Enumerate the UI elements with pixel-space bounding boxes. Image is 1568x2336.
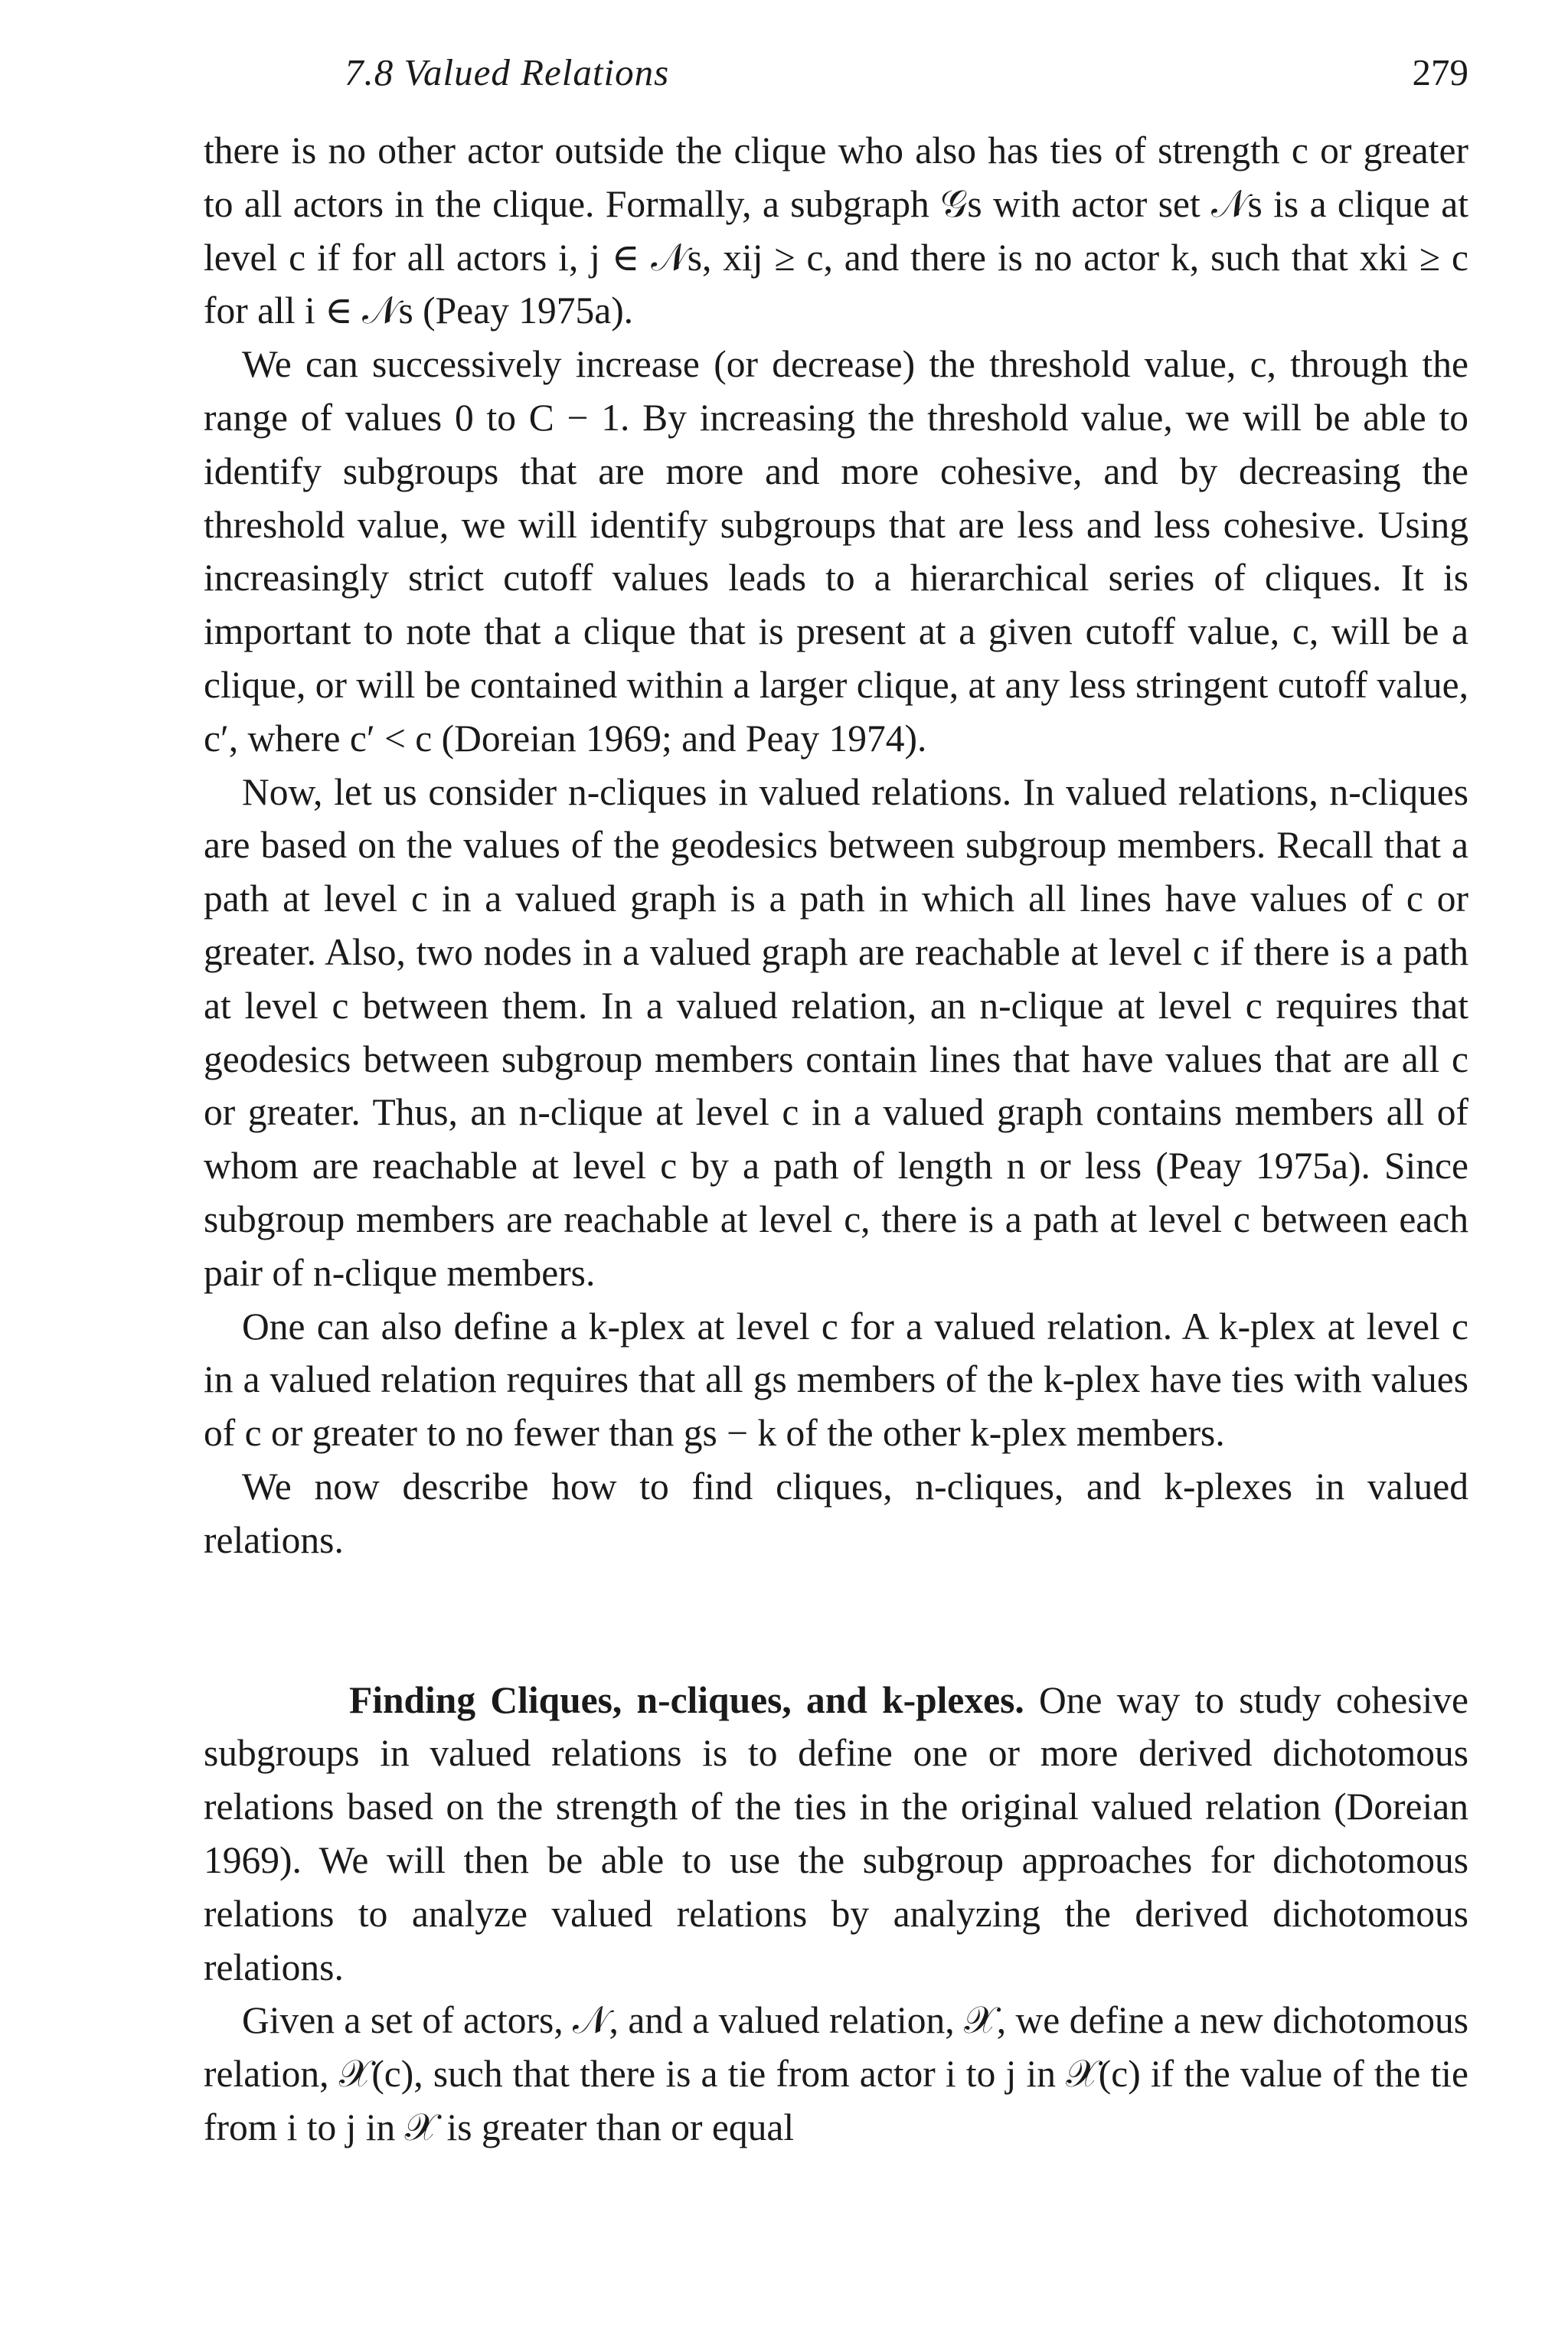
paragraph: there is no other actor outside the clique who also has ties of strength c or greater to all actors in the clique. Formally, a subgraph 𝒢s with actor set 𝒩s is a clique at level c if for all actors i, j ∈ 𝒩s, xij ≥ c, and there is no actor k, such that xki ≥ c for all i ∈ 𝒩s (Peay 1975a). (204, 129, 1468, 332)
section-paragraph (204, 1674, 1468, 1995)
section-text: One way to study cohesive subgroups in valued relations is to define one or more derived dichotomous relations based on the strength of the ties in the original valued relation (Doreian 1969). We will then be able to use the subgroup approaches for dichotomous relations to analyze valued relations by analyzing the derived dichotomous relations. (204, 1678, 1468, 1988)
section-heading: Finding Cliques, n-cliques, and k-plexes. (349, 1678, 1024, 1721)
body-text (204, 124, 1468, 2155)
page-number: 279 (1412, 51, 1468, 93)
paragraph: Given a set of actors, 𝒩, and a valued relation, 𝒳, we define a new dichotomous relation, 𝒳(c), such that there is a tie from actor i to j in 𝒳(c) if the value of the tie from i to j in 𝒳 is greater than or equal (204, 1999, 1468, 2148)
paragraph: We can successively increase (or decrease) the threshold value, c, through the range of values 0 to C − 1. By increasing the threshold value, we will be able to identify subgroups that are more and more cohesive, and by decreasing the threshold value, we will identify subgroups that are less and less cohesive. Using increasingly strict cutoff values leads to a hierarchical series of cliques. It is important to note that a clique that is present at a given cutoff value, c, will be a clique, or will be contained within a larger clique, at any less stringent cutoff value, c′, where c′ < c (Doreian 1969; and Peay 1974). (204, 343, 1468, 760)
paragraph: We now describe how to find cliques, n-cliques, and k-plexes in valued relations. (204, 1465, 1468, 1561)
section-title: 7.8 Valued Relations (345, 51, 670, 93)
paragraph: One can also define a k-plex at level c for a valued relation. A k-plex at level c in a valued relation requires that all gs members of the k-plex have ties with values of c or greater to no fewer than gs − k of the other k-plex members. (204, 1305, 1468, 1455)
running-head (345, 51, 1468, 104)
paragraph: Now, let us consider n-cliques in valued relations. In valued relations, n-cliques are based on the values of the geodesics between subgroup members. Recall that a path at level c in a valued graph is a path in which all lines have values of c or greater. Also, two nodes in a valued graph are reachable at level c if there is a path at level c between them. In a valued relation, an n-clique at level c requires that geodesics between subgroup members contain lines that have values that are all c or greater. Thus, an n-clique at level c in a valued graph contains members all of whom are reachable at level c by a path of length n or less (Peay 1975a). Since subgroup members are reachable at level c, there is a path at level c between each pair of n-clique members. (204, 770, 1468, 1294)
